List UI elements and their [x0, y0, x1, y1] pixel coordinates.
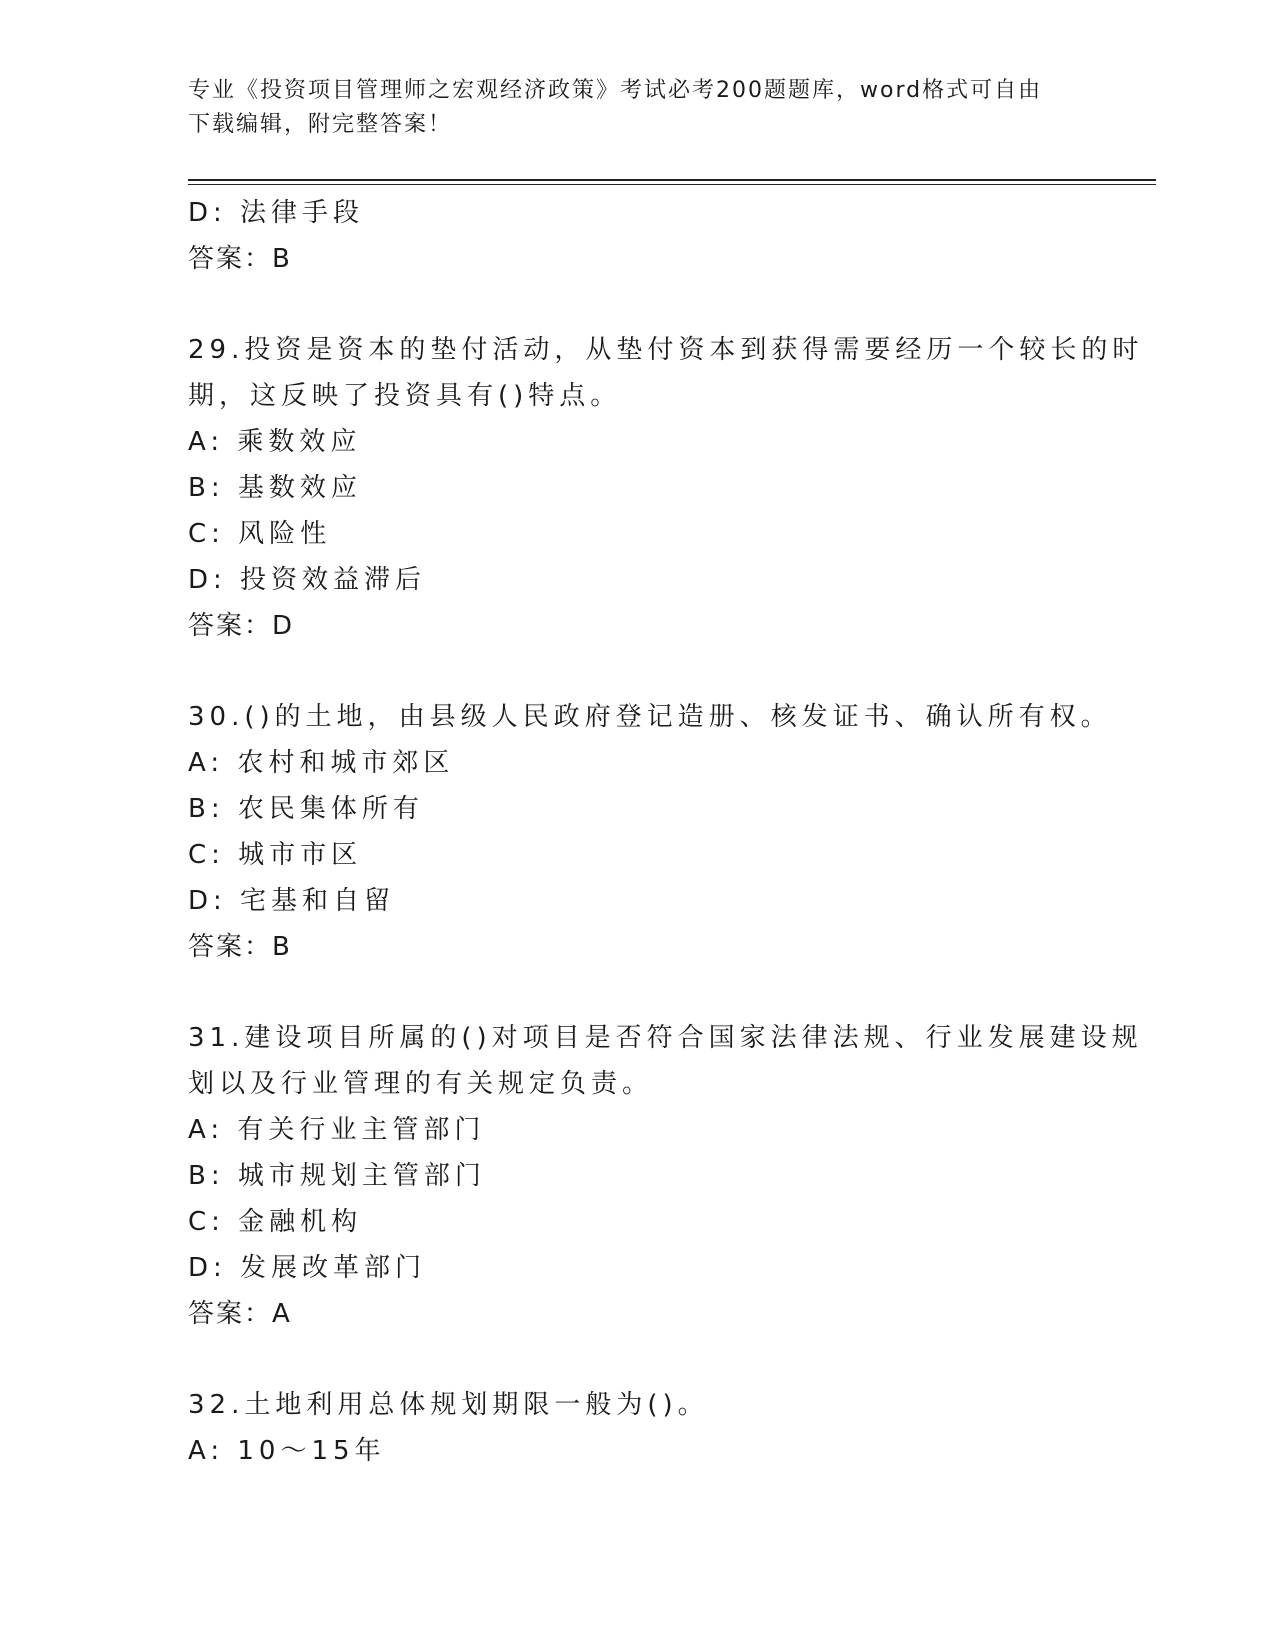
option-c: C: 城市市区	[188, 840, 363, 870]
question-text-line-1: 29.投资是资本的垫付活动，从垫付资本到获得需要经历一个较长的时	[188, 335, 1144, 365]
answer-line: 答案：B	[188, 932, 292, 962]
answer-line: 答案：A	[188, 1299, 292, 1329]
option-c: C: 金融机构	[188, 1207, 363, 1237]
header-divider-bottom	[188, 184, 1156, 185]
question-text-line-1: 31.建设项目所属的()对项目是否符合国家法律法规、行业发展建设规	[188, 1023, 1143, 1053]
question-text-line-1: 32.土地利用总体规划期限一般为()。	[188, 1390, 709, 1420]
option-d: D: 投资效益滞后	[188, 565, 427, 595]
option-a: A: 有关行业主管部门	[188, 1115, 486, 1145]
option-a: A: 乘数效应	[188, 427, 362, 457]
option-c: C: 风险性	[188, 519, 332, 549]
header-divider-top	[188, 179, 1156, 181]
question-31	[188, 1015, 1143, 1337]
question-30	[188, 694, 1112, 970]
question-29	[188, 327, 1144, 649]
header-line-1: 专业《投资项目管理师之宏观经济政策》考试必考200题题库，word格式可自由	[188, 78, 1043, 103]
option-b: B: 基数效应	[188, 473, 362, 503]
answer-line: 答案：B	[188, 244, 292, 274]
question-text-line-1: 30.()的土地，由县级人民政府登记造册、核发证书、确认所有权。	[188, 702, 1112, 732]
header-line-2: 下载编辑，附完整答案！	[188, 112, 453, 137]
option-b: B: 农民集体所有	[188, 794, 424, 824]
option-a: A: 农村和城市郊区	[188, 748, 455, 778]
answer-line: 答案：D	[188, 611, 295, 641]
option-d: D: 发展改革部门	[188, 1253, 427, 1283]
option-d: D: 宅基和自留	[188, 886, 396, 916]
question-text-line-2: 划以及行业管理的有关规定负责。	[188, 1069, 654, 1099]
question-32	[188, 1382, 1088, 1474]
option-d: D: 法律手段	[188, 198, 365, 228]
option-a: A: 10～15年	[188, 1436, 386, 1466]
question-list	[188, 190, 1144, 1474]
option-b: B: 城市规划主管部门	[188, 1161, 486, 1191]
document-header	[188, 74, 1068, 142]
carryover-block	[188, 190, 1088, 282]
question-text-line-2: 期，这反映了投资具有()特点。	[188, 381, 622, 411]
